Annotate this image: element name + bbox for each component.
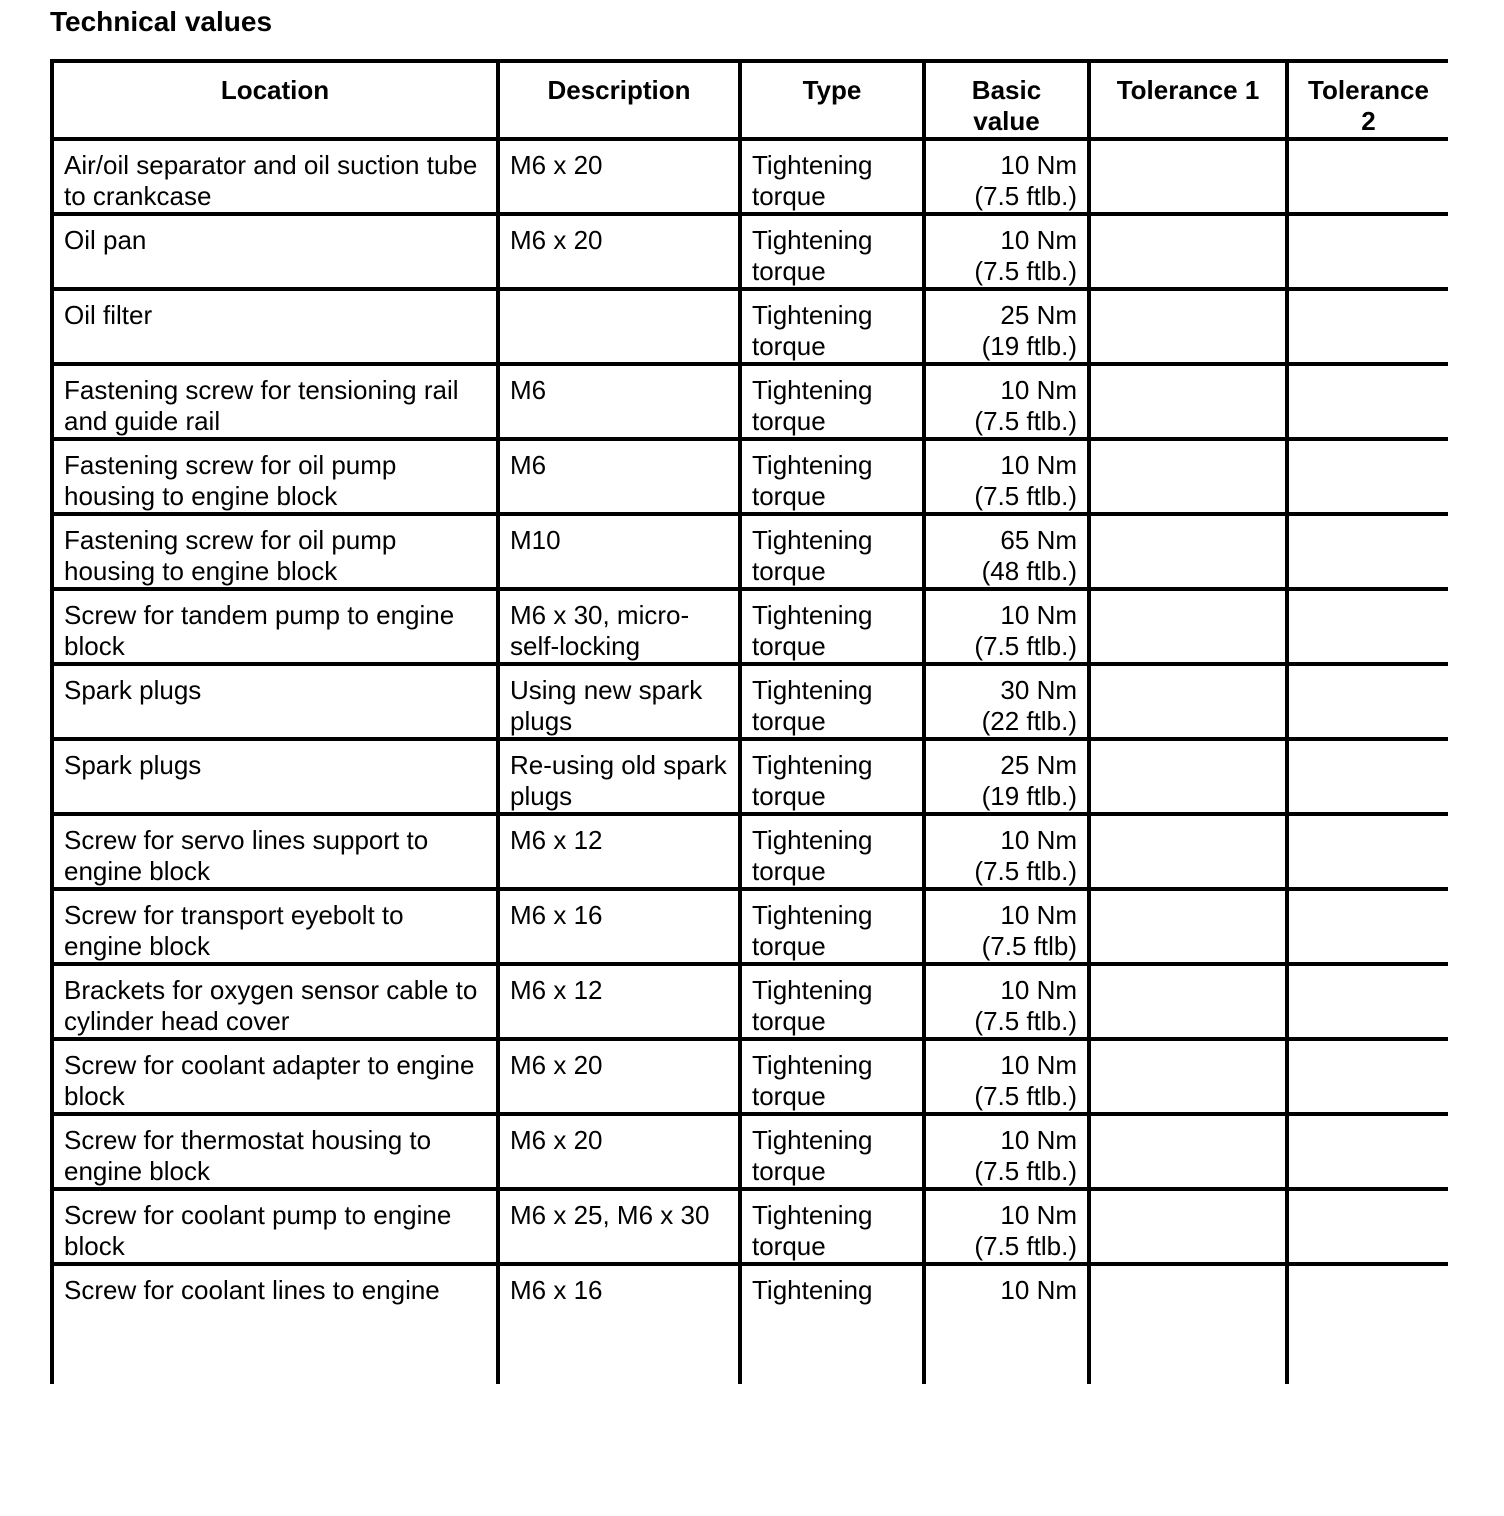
value-nm: 30 Nm [1000, 675, 1077, 705]
cell-location: Oil pan [52, 214, 498, 289]
cell-basic-value [924, 364, 1089, 439]
cell-tolerance-1 [1089, 814, 1287, 889]
cell-tolerance-2 [1287, 1039, 1448, 1114]
cell-description: M6 x 12 [498, 814, 740, 889]
header-basic-value: Basic value [924, 61, 1089, 139]
value-ftlb: (19 ftlb.) [981, 331, 1077, 361]
table-row [52, 439, 1448, 514]
cell-tolerance-2 [1287, 664, 1448, 739]
cell-description: M6 x 20 [498, 214, 740, 289]
value-nm: 10 Nm [1000, 1275, 1077, 1305]
value-ftlb: (7.5 ftlb.) [974, 1006, 1077, 1036]
cell-basic-value [924, 589, 1089, 664]
cell-type: Tightening torque [740, 514, 924, 589]
technical-values-table [50, 59, 1448, 1384]
cell-location: Screw for transport eyebolt to engine block [52, 889, 498, 964]
table-row [52, 814, 1448, 889]
cell-type: Tightening torque [740, 589, 924, 664]
table-row [52, 514, 1448, 589]
cell-tolerance-1 [1089, 1189, 1287, 1264]
table-row [52, 1114, 1448, 1189]
value-ftlb: (19 ftlb.) [981, 781, 1077, 811]
value-nm: 10 Nm [1000, 900, 1077, 930]
cell-basic-value [924, 889, 1089, 964]
cell-tolerance-2 [1287, 1114, 1448, 1189]
value-nm: 10 Nm [1000, 1200, 1077, 1230]
cell-type: Tightening torque [740, 139, 924, 214]
cell-tolerance-2 [1287, 1189, 1448, 1264]
header-tolerance-2: Tolerance 2 [1287, 61, 1448, 139]
value-nm: 10 Nm [1000, 600, 1077, 630]
cell-tolerance-2 [1287, 514, 1448, 589]
table-row [52, 739, 1448, 814]
cell-tolerance-1 [1089, 289, 1287, 364]
table-row [52, 364, 1448, 439]
cell-tolerance-2 [1287, 964, 1448, 1039]
cell-type: Tightening torque [740, 364, 924, 439]
value-nm: 25 Nm [1000, 750, 1077, 780]
cell-location: Fastening screw for tensioning rail and guide rail [52, 364, 498, 439]
cell-basic-value [924, 439, 1089, 514]
cell-type: Tightening torque [740, 964, 924, 1039]
table-row [52, 1189, 1448, 1264]
header-type: Type [740, 61, 924, 139]
cell-basic-value [924, 1039, 1089, 1114]
cell-type: Tightening torque [740, 889, 924, 964]
value-nm: 10 Nm [1000, 375, 1077, 405]
cell-description: M10 [498, 514, 740, 589]
table-row [52, 1039, 1448, 1114]
cell-basic-value [924, 1264, 1089, 1384]
value-ftlb: (7.5 ftlb) [981, 931, 1077, 961]
cell-tolerance-2 [1287, 814, 1448, 889]
cell-type: Tightening torque [740, 664, 924, 739]
value-ftlb: (7.5 ftlb.) [974, 256, 1077, 286]
header-tolerance-1: Tolerance 1 [1089, 61, 1287, 139]
page-title: Technical values [50, 6, 273, 37]
cell-basic-value [924, 514, 1089, 589]
header-location: Location [52, 61, 498, 139]
value-nm: 10 Nm [1000, 450, 1077, 480]
cell-type: Tightening torque [740, 814, 924, 889]
cell-tolerance-2 [1287, 214, 1448, 289]
header-description: Description [498, 61, 740, 139]
cell-type: Tightening torque [740, 439, 924, 514]
cell-location: Screw for servo lines support to engine block [52, 814, 498, 889]
cell-type: Tightening [740, 1264, 924, 1384]
cell-description: M6 x 30, micro-self-locking [498, 589, 740, 664]
cell-location: Screw for coolant pump to engine block [52, 1189, 498, 1264]
cell-tolerance-1 [1089, 214, 1287, 289]
cell-description: Re-using old spark plugs [498, 739, 740, 814]
cell-tolerance-2 [1287, 589, 1448, 664]
cell-location: Screw for coolant adapter to engine block [52, 1039, 498, 1114]
cell-tolerance-2 [1287, 739, 1448, 814]
value-ftlb: (7.5 ftlb.) [974, 856, 1077, 886]
cell-tolerance-1 [1089, 439, 1287, 514]
technical-values-table-container [50, 59, 1448, 1469]
cell-basic-value [924, 214, 1089, 289]
cell-location: Screw for thermostat housing to engine block [52, 1114, 498, 1189]
cell-description: M6 [498, 439, 740, 514]
table-row [52, 139, 1448, 214]
cell-description: M6 x 12 [498, 964, 740, 1039]
cell-type: Tightening torque [740, 1039, 924, 1114]
cell-tolerance-1 [1089, 889, 1287, 964]
table-row [52, 964, 1448, 1039]
cell-location: Fastening screw for oil pump housing to engine block [52, 514, 498, 589]
value-nm: 10 Nm [1000, 1125, 1077, 1155]
header-row [52, 61, 1448, 139]
value-ftlb: (7.5 ftlb.) [974, 181, 1077, 211]
value-ftlb: (7.5 ftlb.) [974, 631, 1077, 661]
table-row [52, 214, 1448, 289]
cell-tolerance-2 [1287, 289, 1448, 364]
cell-description: Using new spark plugs [498, 664, 740, 739]
cell-location: Spark plugs [52, 739, 498, 814]
cell-tolerance-2 [1287, 889, 1448, 964]
cell-description: M6 x 25, M6 x 30 [498, 1189, 740, 1264]
value-ftlb: (48 ftlb.) [981, 556, 1077, 586]
cell-description: M6 x 16 [498, 1264, 740, 1384]
table-row [52, 1264, 1448, 1384]
cell-tolerance-2 [1287, 439, 1448, 514]
cell-tolerance-1 [1089, 664, 1287, 739]
cell-type: Tightening torque [740, 214, 924, 289]
cell-description: M6 x 16 [498, 889, 740, 964]
cell-description: M6 x 20 [498, 1114, 740, 1189]
cell-location: Brackets for oxygen sensor cable to cylinder head cover [52, 964, 498, 1039]
cell-basic-value [924, 1114, 1089, 1189]
cell-basic-value [924, 1189, 1089, 1264]
cell-basic-value [924, 739, 1089, 814]
table-row [52, 889, 1448, 964]
cell-basic-value [924, 289, 1089, 364]
value-nm: 25 Nm [1000, 300, 1077, 330]
cell-location: Air/oil separator and oil suction tube to crankcase [52, 139, 498, 214]
cell-tolerance-1 [1089, 739, 1287, 814]
cell-basic-value [924, 664, 1089, 739]
value-ftlb: (22 ftlb.) [981, 706, 1077, 736]
value-ftlb: (7.5 ftlb.) [974, 406, 1077, 436]
value-ftlb: (7.5 ftlb.) [974, 1156, 1077, 1186]
cell-location: Oil filter [52, 289, 498, 364]
cell-tolerance-1 [1089, 1039, 1287, 1114]
cell-tolerance-1 [1089, 964, 1287, 1039]
cell-tolerance-2 [1287, 139, 1448, 214]
table-body [52, 139, 1448, 1384]
value-nm: 10 Nm [1000, 150, 1077, 180]
cell-description: M6 [498, 364, 740, 439]
cell-tolerance-1 [1089, 1264, 1287, 1384]
cell-description: M6 x 20 [498, 1039, 740, 1114]
cell-type: Tightening torque [740, 1114, 924, 1189]
cell-location: Screw for tandem pump to engine block [52, 589, 498, 664]
cell-basic-value [924, 814, 1089, 889]
cell-type: Tightening torque [740, 739, 924, 814]
value-ftlb: (7.5 ftlb.) [974, 481, 1077, 511]
cell-tolerance-1 [1089, 589, 1287, 664]
table-row [52, 589, 1448, 664]
cell-type: Tightening torque [740, 289, 924, 364]
cell-description [498, 289, 740, 364]
value-nm: 10 Nm [1000, 825, 1077, 855]
cell-description: M6 x 20 [498, 139, 740, 214]
cell-location: Fastening screw for oil pump housing to engine block [52, 439, 498, 514]
value-nm: 65 Nm [1000, 525, 1077, 555]
cell-tolerance-1 [1089, 364, 1287, 439]
cell-tolerance-2 [1287, 1264, 1448, 1384]
value-nm: 10 Nm [1000, 1050, 1077, 1080]
value-ftlb: (7.5 ftlb.) [974, 1231, 1077, 1261]
value-nm: 10 Nm [1000, 975, 1077, 1005]
cell-location: Spark plugs [52, 664, 498, 739]
value-ftlb: (7.5 ftlb.) [974, 1081, 1077, 1111]
table-row [52, 664, 1448, 739]
value-nm: 10 Nm [1000, 225, 1077, 255]
cell-basic-value [924, 139, 1089, 214]
table-row [52, 289, 1448, 364]
cell-location: Screw for coolant lines to engine [52, 1264, 498, 1384]
cell-tolerance-1 [1089, 139, 1287, 214]
cell-tolerance-2 [1287, 364, 1448, 439]
cell-basic-value [924, 964, 1089, 1039]
cell-tolerance-1 [1089, 514, 1287, 589]
cell-type: Tightening torque [740, 1189, 924, 1264]
cell-tolerance-1 [1089, 1114, 1287, 1189]
